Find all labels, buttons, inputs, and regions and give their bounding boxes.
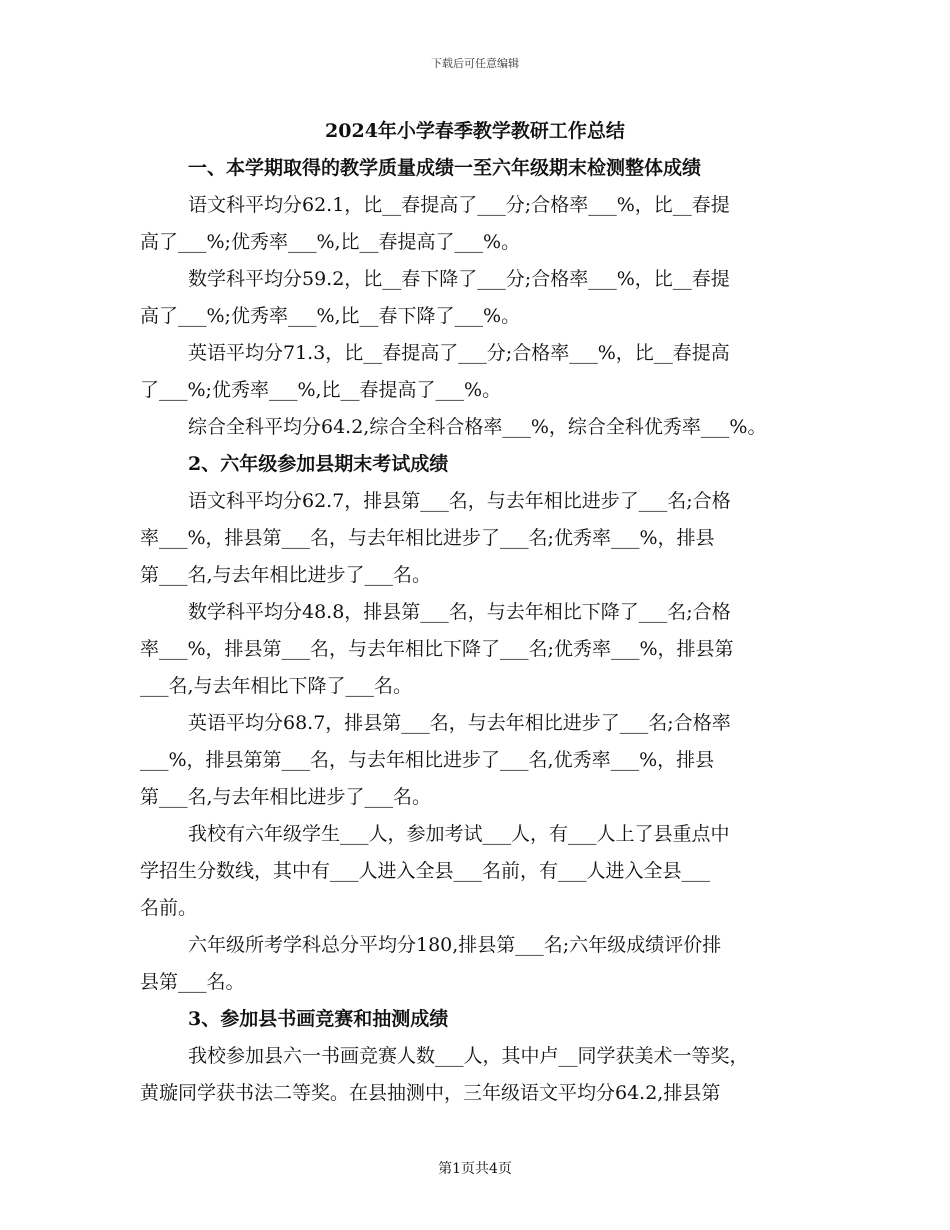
paragraph-line: 综合全科平均分64.2,综合全科合格率___%，综合全科优秀率___%。 xyxy=(188,416,767,438)
paragraph-line: ___%，排县第第___名，与去年相比进步了___名,优秀率___%，排县 xyxy=(140,749,715,771)
paragraph-line: 学招生分数线，其中有___人进入全县___名前，有___人进入全县___ xyxy=(140,860,711,882)
paragraph-line: 数学科平均分48.8，排县第___名，与去年相比下降了___名;合格 xyxy=(188,601,731,623)
paragraph-line: 率___%，排县第___名，与去年相比下降了___名;优秀率___%，排县第 xyxy=(140,638,734,660)
paragraph-line: 语文科平均分62.1，比__春提高了___分;合格率___%，比__春提 xyxy=(188,194,730,216)
paragraph-line: 高了___%;优秀率___%,比__春提高了___%。 xyxy=(140,231,521,253)
paragraph-line: 率___%，排县第___名，与去年相比进步了___名;优秀率___%，排县 xyxy=(140,527,715,549)
paragraph-line: 黄璇同学获书法二等奖。在县抽测中，三年级语文平均分64.2,排县第 xyxy=(140,1082,721,1104)
header-note: 下载后可任意编辑 xyxy=(431,57,519,70)
paragraph-line: 数学科平均分59.2，比__春下降了___分;合格率___%，比__春提 xyxy=(188,268,730,290)
paragraph-line: 六年级所考学科总分平均分180,排县第___名;六年级成绩评价排 xyxy=(188,934,722,956)
section-heading: 3、参加县书画竞赛和抽测成绩 xyxy=(188,1008,449,1030)
paragraph-line: 了___%;优秀率___%,比__春提高了___%。 xyxy=(140,379,502,401)
paragraph-line: 语文科平均分62.7，排县第___名，与去年相比进步了___名;合格 xyxy=(188,490,731,512)
document-body xyxy=(140,150,830,1112)
section-heading: 2、六年级参加县期末考试成绩 xyxy=(188,453,449,475)
page-footer: 第1页共4页 xyxy=(438,1161,512,1177)
paragraph-line: 名前。 xyxy=(140,897,198,919)
paragraph-line: 我校参加县六一书画竞赛人数___人，其中卢__同学获美术一等奖， xyxy=(188,1045,749,1067)
paragraph-line: 高了___%;优秀率___%,比__春下降了___%。 xyxy=(140,305,521,327)
paragraph-line: 英语平均分71.3，比__春提高了___分;合格率___%，比__春提高 xyxy=(188,342,730,364)
paragraph-line: 我校有六年级学生___人，参加考试___人，有___人上了县重点中 xyxy=(188,823,730,845)
section-heading: 一、本学期取得的教学质量成绩一至六年级期末检测整体成绩 xyxy=(188,157,702,179)
document-title: 2024年小学春季教学教研工作总结 xyxy=(325,120,625,142)
paragraph-line: 第___名,与去年相比进步了___名。 xyxy=(140,786,432,808)
paragraph-line: 县第___名。 xyxy=(140,971,245,993)
paragraph-line: 第___名,与去年相比进步了___名。 xyxy=(140,564,432,586)
paragraph-line: ___名,与去年相比下降了___名。 xyxy=(140,675,413,697)
paragraph-line: 英语平均分68.7，排县第___名，与去年相比进步了___名;合格率 xyxy=(188,712,731,734)
